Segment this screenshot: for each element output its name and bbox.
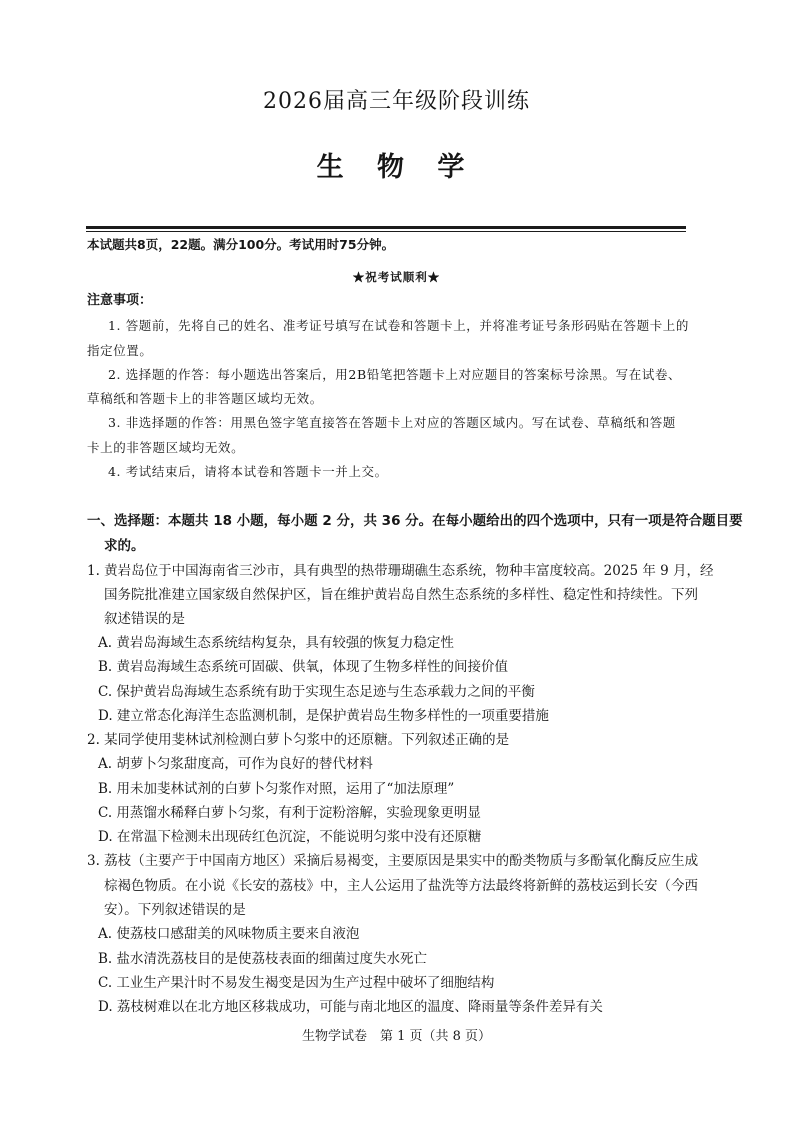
notice-item-2-line-1: 2. 选择题的作答：每小题选出答案后，用2B铅笔把答题卡上对应题目的答案标号涂黑。写在试卷、: [108, 367, 682, 382]
question-1-option-a: A. 黄岩岛海域生态系统结构复杂，具有较强的恢复力稳定性: [98, 635, 454, 651]
question-1-option-b: B. 黄岩岛海域生态系统可固碳、供氧，体现了生物多样性的间接价值: [98, 659, 509, 675]
question-1-stem-line-3: 叙述错误的是: [104, 611, 185, 627]
question-3-stem-line-2: 棕褐色物质。在小说《长安的荔枝》中，主人公运用了盐洗等方法最终将新鲜的荔枝运到长安（今西: [104, 878, 698, 894]
question-3-option-c: C. 工业生产果汁时不易发生褐变是因为生产过程中破坏了细胞结构: [98, 975, 495, 991]
notice-item-1-line-1: 1. 答题前，先将自己的姓名、准考证号填写在试卷和答题卡上，并将准考证号条形码贴在答题卡上的: [108, 318, 690, 333]
exam-info-line: 本试题共8页，22题。满分100分。考试用时75分钟。: [87, 237, 395, 252]
section-one-heading: 一、选择题：本题共 18 小题，每小题 2 分，共 36 分。在每小题给出的四个选项中，只有一项是符合题目要: [87, 513, 743, 529]
notice-item-3-line-2: 卡上的非答题区域均无效。: [87, 440, 245, 455]
question-1-stem-line-1: 1. 黄岩岛位于中国海南省三沙市，具有典型的热带珊瑚礁生态系统，物种丰富度较高。2025 年 9 月，经: [87, 563, 714, 579]
notice-item-3-line-1: 3. 非选择题的作答：用黑色签字笔直接答在答题卡上对应的答题区域内。写在试卷、草稿纸和答题: [108, 415, 676, 430]
question-2-option-b: B. 用未加斐林试剂的白萝卜匀浆作对照，运用了“加法原理”: [98, 781, 455, 797]
page-footer: 生物学试卷 第 1 页（共 8 页）: [301, 1029, 492, 1044]
question-2-option-c: C. 用蒸馏水稀释白萝卜匀浆，有利于淀粉溶解，实验现象更明显: [98, 805, 481, 821]
section-one-heading-cont: 求的。: [104, 538, 145, 554]
header-rule-thick: [86, 226, 686, 229]
question-2-stem: 2. 某同学使用斐林试剂检测白萝卜匀浆中的还原糖。下列叙述正确的是: [87, 732, 510, 748]
question-3-option-b: B. 盐水清洗荔枝目的是使荔枝表面的细菌过度失水死亡: [98, 951, 428, 967]
notice-item-2-line-2: 草稿纸和答题卡上的非答题区域均无效。: [87, 391, 323, 406]
question-2-option-d: D. 在常温下检测未出现砖红色沉淀，不能说明匀浆中没有还原糖: [98, 829, 482, 845]
question-1-option-d: D. 建立常态化海洋生态监测机制，是保护黄岩岛生物多样性的一项重要措施: [98, 708, 549, 724]
blessing-line: ★祝考试顺利★: [352, 270, 441, 284]
question-3-stem-line-1: 3. 荔枝（主要产于中国南方地区）采摘后易褐变，主要原因是果实中的酚类物质与多酚氧化酶反应生成: [87, 853, 699, 869]
question-1-option-c: C. 保护黄岩岛海域生态系统有助于实现生态足迹与生态承载力之间的平衡: [98, 684, 535, 700]
question-3-option-d: D. 荔枝树难以在北方地区移栽成功，可能与南北地区的温度、降雨量等条件差异有关: [98, 999, 603, 1015]
question-3-option-a: A. 使荔枝口感甜美的风味物质主要来自液泡: [98, 926, 360, 942]
question-3-stem-line-3: 安）。下列叙述错误的是: [104, 902, 246, 918]
notice-item-1-line-2: 指定位置。: [87, 343, 153, 358]
notice-item-4: 4. 考试结束后，请将本试卷和答题卡一并上交。: [108, 464, 388, 479]
question-2-option-a: A. 胡萝卜匀浆甜度高，可作为良好的替代材料: [98, 756, 373, 772]
question-1-stem-line-2: 国务院批准建立国家级自然保护区，旨在维护黄岩岛自然生态系统的多样性、稳定性和持续性。下列: [104, 587, 698, 603]
exam-title: 2026届高三年级阶段训练: [263, 89, 530, 114]
notice-title: 注意事项：: [87, 293, 153, 308]
subject-title: 生 物 学: [316, 152, 477, 183]
header-rule-thin: [86, 231, 686, 232]
